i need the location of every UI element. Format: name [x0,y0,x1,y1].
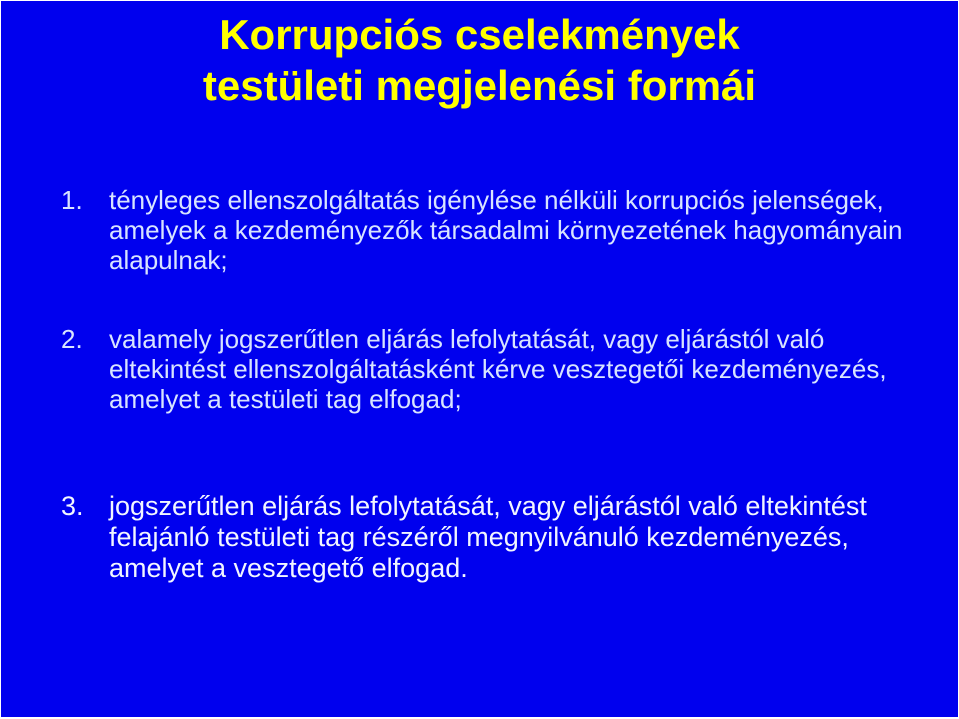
title-line-2: testületi megjelenési formái [202,62,757,109]
slide-title [1,9,958,111]
slide [1,1,958,717]
list-item-1 [61,185,941,275]
list-item-text: jogszerűtlen eljárás lefolytatását, vagy eljárástól való eltekintést felajánló testületi tag részéről megnyilvánuló kezdeményezés, amelyet a vesztegető elfogad. [109,491,867,583]
list-item-text: valamely jogszerűtlen eljárás lefolytatását, vagy eljárástól való eltekintést ellenszolgáltatásként kérve vesztegetői kezdeményezés, amelyet a testületi tag elfogad; [109,324,887,414]
list-item-number: 2. [61,324,83,354]
title-line-1: Korrupciós cselekmények [219,11,740,58]
list-item-number: 1. [61,185,83,215]
list-item-2 [61,324,941,414]
list-item-text: tényleges ellenszolgáltatás igénylése nélküli korrupciós jelenségek, amelyek a kezdeményezők társadalmi környezetének hagyományain alapulnak; [109,185,903,275]
list-item-number: 3. [61,491,84,521]
list-item-3 [61,491,941,584]
